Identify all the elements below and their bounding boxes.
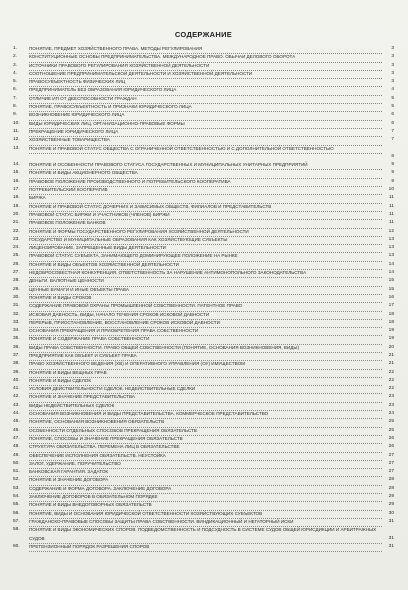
toc-entry — [13, 194, 394, 202]
toc-entry-page: 28 — [388, 477, 394, 483]
toc-entry-title: ЗАЛОГ, УДЕРЖАНИЕ, ПОРУЧИТЕЛЬСТВО — [29, 460, 382, 469]
toc-entry-title: БАНКОВСКАЯ ГАРАНТИЯ. ЗАДАТОК — [29, 468, 382, 477]
toc-entry-number: 17. — [13, 187, 20, 193]
toc-entry — [13, 161, 394, 169]
toc-entry-number: 35. — [13, 336, 20, 342]
toc-entry-number: 9. — [13, 112, 18, 118]
toc-entry-page: 10 — [388, 187, 394, 193]
toc-entry — [13, 344, 394, 352]
toc-entry-page: 5 — [391, 104, 394, 110]
toc-entry-title: ПРАВОВОЕ ПОЛОЖЕНИЕ БАНКОВ — [29, 219, 382, 228]
toc-entry-page: 8 — [391, 153, 394, 159]
toc-entry — [13, 211, 394, 219]
toc-entry-number: 42. — [13, 394, 20, 400]
toc-entry-title: БИРЖА — [29, 194, 382, 203]
toc-entry-page: 9 — [391, 178, 394, 184]
toc-entry-number: 55. — [13, 502, 20, 508]
toc-entry-number: 51. — [13, 469, 20, 475]
toc-entry-number: 11. — [13, 128, 20, 134]
toc-entry — [13, 286, 394, 294]
toc-entry-number: 7. — [13, 95, 18, 101]
toc-entry-title: ПРАВОВОЕ ПОЛОЖЕНИЕ ПРОИЗВОДСТВЕННОГО И ПОТРЕБИТЕЛЬСКОГО КООПЕРАТИВА — [29, 178, 382, 187]
toc-entry — [13, 228, 394, 236]
toc-entry-title: ГОСУДАРСТВО И МУНИЦИПАЛЬНЫЕ ОБРАЗОВАНИЯ КАК ХОЗЯЙСТВУЮЩИЕ СУБЪЕКТЫ — [29, 236, 382, 245]
toc-entry — [13, 136, 394, 144]
toc-entry-page: 9 — [391, 162, 394, 168]
toc-entry-page: 31 — [388, 543, 394, 549]
toc-entry-page: 3 — [391, 79, 394, 85]
toc-entry-page: 15 — [388, 286, 394, 292]
toc-entry-page: 31 — [388, 518, 394, 524]
toc-entry — [13, 186, 394, 194]
toc-entry — [13, 460, 394, 468]
toc-entry — [13, 178, 394, 186]
toc-entry-title: ПОНЯТИЕ, ОСНОВАНИЯ ВОЗНИКНОВЕНИЯ ОБЯЗАТЕЛЬСТВ — [29, 418, 382, 427]
toc-entry-number: 52. — [13, 477, 20, 483]
toc-entry-number: 32. — [13, 311, 20, 317]
toc-entry-number: 31. — [13, 303, 20, 309]
toc-entry-title: ХОЗЯЙСТВЕННЫЕ ТОВАРИЩЕСТВА — [29, 136, 382, 145]
toc-entry-number: 40. — [13, 377, 20, 383]
toc-entry-title: ПОНЯТИЕ, ПРЕДМЕТ ХОЗЯЙСТВЕННОГО ПРАВА. МЕТОДЫ РЕГУЛИРОВАНИЯ — [29, 45, 382, 54]
toc-entry-title: УСЛОВИЯ ДЕЙСТВИТЕЛЬНОСТИ СДЕЛОК. НЕДЕЙСТВИТЕЛЬНЫЕ СДЕЛКИ — [29, 385, 382, 394]
toc-entry-page: 14 — [388, 261, 394, 267]
toc-entry-page: 11 — [389, 211, 394, 217]
toc-entry — [13, 335, 394, 343]
toc-entry-title: СООТНОШЕНИЕ ПРЕДПРИНИМАТЕЛЬСКОЙ ДЕЯТЕЛЬНОСТИ И ХОЗЯЙСТВЕННОЙ ДЕЯТЕЛЬНОСТИ — [29, 70, 382, 79]
toc-entry-page: 23 — [388, 402, 394, 408]
toc-entry-title: ВИДЫ НЕДЕЙСТВИТЕЛЬНЫХ СДЕЛОК — [29, 402, 382, 411]
toc-entry-page: 19 — [388, 336, 394, 342]
toc-entry-title: ПРАВОВОЙ СТАТУС БИРЖИ И УЧАСТНИКОВ (ЧЛЕНОВ) БИРЖИ — [29, 211, 382, 220]
toc-entry-number: 19. — [13, 203, 20, 209]
toc-entry-number: 18. — [13, 195, 20, 201]
toc-entry-title: ПОНЯТИЕ И ОСОБЕННОСТИ ПРАВОВОГО СТАТУСА ГОСУДАРСТВЕННЫХ И МУНИЦИПАЛЬНЫХ УНИТАРНЫХ ПРЕДПРИЯТИЙ — [29, 161, 382, 170]
toc-entry-title: ВИДЫ ПРАВА СОБСТВЕННОСТИ. ПРАВО ОБЩЕЙ СОБСТВЕННОСТИ (ПОНЯТИЕ, ОСНОВАНИЯ ВОЗНИКНОВЕНИЯ, ВИДЫ) — [29, 344, 382, 353]
toc-entry-number: 43. — [13, 402, 20, 408]
toc-entry-title: ОСНОВАНИЯ ВОЗНИКНОВЕНИЯ И ВИДЫ ПРЕДСТАВИТЕЛЬСТВА. КОММЕРЧЕСКОЕ ПРЕДСТАВИТЕЛЬСТВО — [29, 410, 382, 419]
toc-entry-page: 14 — [388, 270, 394, 276]
toc-entry-number: 57. — [13, 518, 20, 524]
toc-entry-title: ПОНЯТИЕ И ЗНАЧЕНИЕ ДОГОВОРА — [29, 476, 382, 485]
toc-entry-page: 26 — [388, 444, 394, 450]
toc-entry-number: 39. — [13, 369, 20, 375]
toc-entry-page: 9 — [391, 170, 394, 176]
toc-entry-number: 48. — [13, 444, 20, 450]
toc-entry-page: 3 — [391, 70, 394, 76]
toc-entry-page: 25 — [388, 419, 394, 425]
toc-entry-number: 50. — [13, 460, 20, 466]
toc-entry-page: 5 — [391, 95, 394, 101]
toc-entry-title: ИСКОВАЯ ДАВНОСТЬ, ВИДЫ, НАЧАЛО ТЕЧЕНИЯ СРОКОВ ИСКОВОЙ ДАВНОСТИ — [29, 311, 382, 320]
toc-entry-number: 2. — [13, 54, 18, 60]
toc-entry — [13, 145, 394, 162]
toc-entry-title: ПРЕКРАЩЕНИЕ ЮРИДИЧЕСКОГО ЛИЦА — [29, 128, 382, 137]
toc-entry-title: ПОНЯТИЕ И ФОРМЫ ГОСУДАРСТВЕННОГО РЕГУЛИРОВАНИЯ ХОЗЯЙСТВЕННОЙ ДЕЯТЕЛЬНОСТИ — [29, 228, 382, 237]
toc-entry — [13, 53, 394, 61]
toc-entry — [13, 269, 394, 277]
toc-entry — [13, 252, 394, 260]
toc-entry — [13, 244, 394, 252]
toc-entry-page: 30 — [388, 510, 394, 516]
toc-entry-title: ПРЕДПРИЯТИЕ КАК ОБЪЕКТ И СУБЪЕКТ ПРАВА — [29, 352, 382, 361]
toc-entry-page: 31 — [388, 535, 394, 541]
toc-entry — [13, 501, 394, 509]
toc-entry-title: ПОНЯТИЕ И ВИДЫ ОБЪЕКТОВ ХОЗЯЙСТВЕННОЙ ДЕЯТЕЛЬНОСТИ — [29, 261, 382, 270]
toc-entry-page: 29 — [388, 502, 394, 508]
toc-entry-page: 3 — [391, 62, 394, 68]
toc-entry — [13, 236, 394, 244]
toc-entry-number: 10. — [13, 120, 20, 126]
toc-entry-number: 53. — [13, 485, 20, 491]
toc-entry — [13, 120, 394, 128]
toc-entry-number: 5. — [13, 79, 18, 85]
toc-entry-title: ПРАВОСУБЪЕКТНОСТЬ ФИЗИЧЕСКИХ ЛИЦ — [29, 78, 382, 87]
toc-entry — [13, 70, 394, 78]
toc-entry-title: ПОНЯТИЕ И ЗНАЧЕНИЕ ПРЕДСТАВИТЕЛЬСТВА — [29, 393, 382, 402]
toc-entry-number: 45. — [13, 419, 20, 425]
toc-entry-page: 27 — [388, 452, 394, 458]
toc-entry-page: 7 — [391, 128, 394, 134]
toc-entry-title: ВИДЫ ЮРИДИЧЕСКИХ ЛИЦ. ОРГАНИЗАЦИОННО-ПРАВОВЫЕ ФОРМЫ — [29, 120, 382, 129]
toc-entry-number: 29. — [13, 286, 20, 292]
toc-entry-title: ПОНЯТИЕ И ПРАВОВОЙ СТАТУС ДОЧЕРНИХ И ЗАВИСИМЫХ ОБЩЕСТВ, ФИЛИАЛОВ И ПРЕДСТАВИТЕЛЬСТВ — [29, 203, 382, 212]
toc-entry-number: 6. — [13, 87, 18, 93]
toc-entry-number: 36. — [13, 344, 20, 350]
toc-entry-page: 18 — [388, 311, 394, 317]
toc-entry-title: ПОНЯТИЕ И ВИДЫ АКЦИОНЕРНОГО ОБЩЕСТВА — [29, 169, 382, 178]
toc-entry — [13, 111, 394, 119]
toc-entry-title: ПОНЯТИЕ И СОДЕРЖАНИЕ ПРАВА СОБСТВЕННОСТИ — [29, 335, 382, 344]
toc-entry-page: 11 — [389, 203, 394, 209]
toc-entry-page: 20 — [388, 344, 394, 350]
toc-entry-page: 11 — [389, 220, 394, 226]
toc-entry-title: ПОНЯТИЕ И ПРАВОВОЙ СТАТУС ОБЩЕСТВА С ОГРАНИЧЕННОЙ ОТВЕТСТВЕННОСТЬЮ И С ДОПОЛНИТЕЛЬНОЙ ОТВЕТСТВЕННОСТЬЮ — [29, 145, 382, 154]
toc-entry-title: ОТЛИЧИЕ ИП ОТ ДЕЕСПОСОБНОСТИ ГРАЖДАН — [29, 95, 382, 104]
toc-entry-number: 38. — [13, 361, 20, 367]
toc-entry-number: 13. — [13, 145, 20, 151]
toc-entry — [13, 169, 394, 177]
toc-entry-number: 3. — [13, 62, 18, 68]
toc-entry-title: ДЕНЬГИ. ВАЛЮТНЫЕ ЦЕННОСТИ — [29, 277, 382, 286]
toc-entry-page: 18 — [388, 319, 394, 325]
toc-entry-title: НЕДОБРОСОВЕСТНАЯ КОНКУРЕНЦИЯ. ОТВЕТСТВЕННОСТЬ ЗА НАРУШЕНИЕ АНТИМОНОПОЛЬНОГО ЗАКОНОДАТЕЛЬСТВА — [29, 269, 382, 278]
toc-entry-title: ПОНЯТИЕ, СПОСОБЫ И ЗНАЧЕНИЕ ПРЕКРАЩЕНИЯ ОБЯЗАТЕЛЬСТВ — [29, 435, 382, 444]
toc-entry-title: СОДЕРЖАНИЕ И ФОРМА ДОГОВОРА. ЗАКЛЮЧЕНИЕ ДОГОВОРА — [29, 485, 382, 494]
toc-entry — [13, 203, 394, 211]
toc-entry-page: 22 — [388, 377, 394, 383]
toc-entry — [13, 95, 394, 103]
toc-entry — [13, 510, 394, 518]
toc-entry — [13, 493, 394, 501]
toc-entry-title: ПОНЯТИЕ И ВИДЫ ВЕЩНЫХ ПРАВ — [29, 369, 382, 378]
toc-entry-title: ЛИЦЕНЗИРОВАНИЕ. ЗАПРЕЩЕННЫЕ ВИДЫ ДЕЯТЕЛЬНОСТИ — [29, 244, 382, 253]
toc-entry-title: ГРАЖДАНСКО-ПРАВОВЫЕ СПОСОБЫ ЗАЩИТЫ ПРАВА СОБСТВЕННОСТИ. ВИНДИКАЦИОННЫЙ И НЕГАТОРНЫЙ ИСКИ — [29, 518, 382, 527]
toc-entry-page: 13 — [388, 253, 394, 259]
toc-entry — [13, 327, 394, 335]
toc-entry-number: 16. — [13, 178, 20, 184]
toc-entry-page: 24 — [388, 411, 394, 417]
toc-entry-number: 23. — [13, 236, 20, 242]
toc-entry-page: 23 — [388, 394, 394, 400]
toc-entry-title: ОБЕСПЕЧЕНИЕ ИСПОЛНЕНИЯ ОБЯЗАТЕЛЬСТВ. НЕУСТОЙКА — [29, 452, 382, 461]
toc-entry-page: 4 — [391, 87, 394, 93]
toc-entry-page: 6 — [391, 120, 394, 126]
toc-entry-page: 22 — [388, 386, 394, 392]
toc-entry-number: 37. — [13, 352, 20, 358]
toc-entry-page: 21 — [388, 352, 394, 358]
toc-entry — [13, 360, 394, 368]
toc-entry — [13, 468, 394, 476]
toc-entry — [13, 78, 394, 86]
toc-entry-title: ПЕРЕРЫВ, ПРИОСТАНОВЛЕНИЕ, ВОССТАНОВЛЕНИЕ СРОКОВ ИСКОВОЙ ДАВНОСТИ — [29, 319, 382, 328]
toc-entry — [13, 427, 394, 435]
toc-entry-title: ПРЕТЕНЗИОННЫЙ ПОРЯДОК РАЗРЕШЕНИЯ СПОРОВ — [29, 543, 382, 552]
toc-entry — [13, 410, 394, 418]
toc-entry-page: 19 — [388, 328, 394, 334]
toc-entry-number: 47. — [13, 435, 20, 441]
toc-entry-number: 33. — [13, 319, 20, 325]
toc-entry-title: ЗАКЛЮЧЕНИЕ ДОГОВОРОВ В ОБЯЗАТЕЛЬНОМ ПОРЯДКЕ — [29, 493, 382, 502]
toc-entry — [13, 319, 394, 327]
toc-entry — [13, 543, 394, 551]
toc-entry-number: 24. — [13, 245, 20, 251]
toc-entry-number: 58. — [13, 527, 20, 533]
toc-entry-title: СТРУКТУРА ОБЯЗАТЕЛЬСТВА. ПЕРЕМЕНА ЛИЦ В ОБЯЗАТЕЛЬСТВЕ — [29, 443, 382, 452]
toc-entry-title: СОДЕРЖАНИЕ ПРАВОВОЙ ОХРАНЫ ПРОМЫШЛЕННОЙ СОБСТВЕННОСТИ. ПАТЕНТНОЕ ПРАВО — [29, 302, 382, 311]
toc-entry-title: ПРАВОВОЙ СТАТУС СУБЪЕКТА, ЗАНИМАЮЩЕГО ДОМИНИРУЮЩЕЕ ПОЛОЖЕНИЕ НА РЫНКЕ — [29, 252, 382, 261]
toc-entry-page: 28 — [388, 485, 394, 491]
toc-entry-title: ОСНОВАНИЯ ПРЕКРАЩЕНИЯ И ПРИОБРЕТЕНИЯ ПРАВА СОБСТВЕННОСТИ — [29, 327, 382, 336]
toc-entry — [13, 526, 394, 543]
toc-entry — [13, 219, 394, 227]
toc-entry — [13, 402, 394, 410]
toc-entry-title: ПОНЯТИЕ, ПРАВОСУБЪЕКТНОСТЬ И ПРИЗНАКИ ЮРИДИЧЕСКОГО ЛИЦА — [29, 103, 382, 112]
toc-entry-page: 3 — [391, 46, 394, 51]
toc-entry — [13, 302, 394, 310]
toc-entry — [13, 435, 394, 443]
toc-entry-page: 27 — [388, 460, 394, 466]
toc-entry — [13, 86, 394, 94]
toc-entry — [13, 385, 394, 393]
toc-entry-number: 34. — [13, 328, 20, 334]
toc-entry — [13, 485, 394, 493]
toc-entry-number: 1. — [13, 46, 18, 51]
toc-entry-number: 54. — [13, 494, 20, 500]
toc-entry-number: 12. — [13, 137, 20, 143]
toc-entry-title: ПОТРЕБИТЕЛЬСКИЙ КООПЕРАТИВ — [29, 186, 382, 195]
toc-entry-number: 25. — [13, 253, 20, 259]
toc-entry-page: 26 — [388, 435, 394, 441]
toc-entry-title: ПОНЯТИЕ И ВИДЫ ВНЕДОГОВОРНЫХ ОБЯЗАТЕЛЬСТВ — [29, 501, 382, 510]
table-of-contents — [13, 45, 394, 551]
toc-entry-number: 41. — [13, 386, 20, 392]
toc-entry — [13, 311, 394, 319]
toc-entry-page: 13 — [388, 245, 394, 251]
toc-entry — [13, 45, 394, 53]
toc-entry-title: ПОНЯТИЕ, ВИДЫ И ОСНОВАНИЯ ЮРИДИЧЕСКОЙ ОТВЕТСТВЕННОСТИ ХОЗЯЙСТВУЮЩИХ СУБЪЕКТОВ — [29, 510, 382, 519]
toc-entry-page: 3 — [391, 54, 394, 60]
toc-entry-page: 21 — [388, 361, 394, 367]
toc-entry-title: ЦЕННЫЕ БУМАГИ И ИНЫЕ ОБЪЕКТЫ ПРАВА — [29, 286, 382, 295]
toc-entry-page: 27 — [388, 469, 394, 475]
toc-entry-number: 4. — [13, 70, 18, 76]
toc-entry-title: ВОЗНИКНОВЕНИЕ ЮРИДИЧЕСКОГО ЛИЦА — [29, 111, 382, 120]
toc-entry-title: ПРЕДПРИНИМАТЕЛЬ БЕЗ ОБРАЗОВАНИЯ ЮРИДИЧЕСКОГО ЛИЦА — [29, 86, 382, 95]
toc-entry-number: 21. — [13, 220, 20, 226]
toc-entry-page: 15 — [388, 278, 394, 284]
page-title: СОДЕРЖАНИЕ — [174, 30, 233, 39]
toc-entry-title: ПРАВО ХОЗЯЙСТВЕННОГО ВЕДЕНИЯ (ХВ) И ОПЕРАТИВНОГО УПРАВЛЕНИЯ (ОУ) ИМУЩЕСТВОМ — [29, 360, 382, 369]
toc-entry — [13, 369, 394, 377]
toc-entry-number: 26. — [13, 261, 20, 267]
toc-entry-number: 46. — [13, 427, 20, 433]
toc-entry — [13, 518, 394, 526]
toc-entry — [13, 261, 394, 269]
toc-entry — [13, 418, 394, 426]
toc-entry-page: 7 — [391, 137, 394, 143]
toc-entry-title: ПОНЯТИЕ И ВИДЫ ЭКОНОМИЧЕСКИХ СПОРОВ. ПОДВЕДОМСТВЕННОСТЬ И ПОДСУДНОСТЬ В СИСТЕМЕ СУДОВ ОБЩЕЙ ЮРИСДИКЦИИ И АРБИТРАЖНЫХ СУДОВ — [29, 526, 382, 544]
toc-entry-number: 30. — [13, 294, 20, 300]
toc-entry-number: 27. — [13, 270, 20, 276]
toc-entry-page: 12 — [388, 228, 394, 234]
toc-entry-number: 15. — [13, 170, 20, 176]
toc-entry-page: 22 — [388, 369, 394, 375]
toc-entry-number: 44. — [13, 411, 20, 417]
toc-entry-number: 60. — [13, 543, 20, 549]
toc-entry-number: 14. — [13, 162, 20, 168]
toc-entry — [13, 294, 394, 302]
toc-entry-title: ИСТОЧНИКИ ПРАВОВОГО РЕГУЛИРОВАНИЯ ХОЗЯЙСТВЕННОЙ ДЕЯТЕЛЬНОСТИ — [29, 62, 382, 71]
toc-entry — [13, 62, 394, 70]
toc-entry-page: 17 — [388, 303, 394, 309]
toc-entry-page: 29 — [388, 494, 394, 500]
toc-entry-title: ПОНЯТИЕ И ВИДЫ СРОКОВ — [29, 294, 382, 303]
toc-entry-number: 22. — [13, 228, 20, 234]
toc-entry-number: 8. — [13, 104, 18, 110]
toc-entry-title: КОНСТИТУЦИОННЫЕ ОСНОВЫ ПРЕДПРИНИМАТЕЛЬСТВА. МЕЖДУНАРОДНОЕ ПРАВО. ОБЫЧАИ ДЕЛОВОГО ОБОРОТА — [29, 53, 382, 62]
toc-entry — [13, 452, 394, 460]
toc-entry — [13, 277, 394, 285]
toc-entry-page: 6 — [391, 112, 394, 118]
toc-entry-page: 25 — [388, 427, 394, 433]
toc-entry-page: 13 — [388, 236, 394, 242]
toc-entry — [13, 443, 394, 451]
toc-entry-number: 56. — [13, 510, 20, 516]
toc-entry-page: 16 — [388, 294, 394, 300]
toc-entry-title: ОСОБЕННОСТИ ОТДЕЛЬНЫХ СПОСОБОВ ПРЕКРАЩЕНИЯ ОБЯЗАТЕЛЬСТВ — [29, 427, 382, 436]
toc-entry — [13, 476, 394, 484]
toc-entry — [13, 377, 394, 385]
toc-entry-page: 11 — [389, 195, 394, 201]
toc-entry — [13, 352, 394, 360]
toc-entry — [13, 393, 394, 401]
toc-entry-number: 20. — [13, 211, 20, 217]
toc-entry — [13, 128, 394, 136]
toc-entry-number: 49. — [13, 452, 20, 458]
toc-entry-number: 28. — [13, 278, 20, 284]
toc-entry-title: ПОНЯТИЕ И ВИДЫ СДЕЛОК — [29, 377, 382, 386]
toc-entry — [13, 103, 394, 111]
